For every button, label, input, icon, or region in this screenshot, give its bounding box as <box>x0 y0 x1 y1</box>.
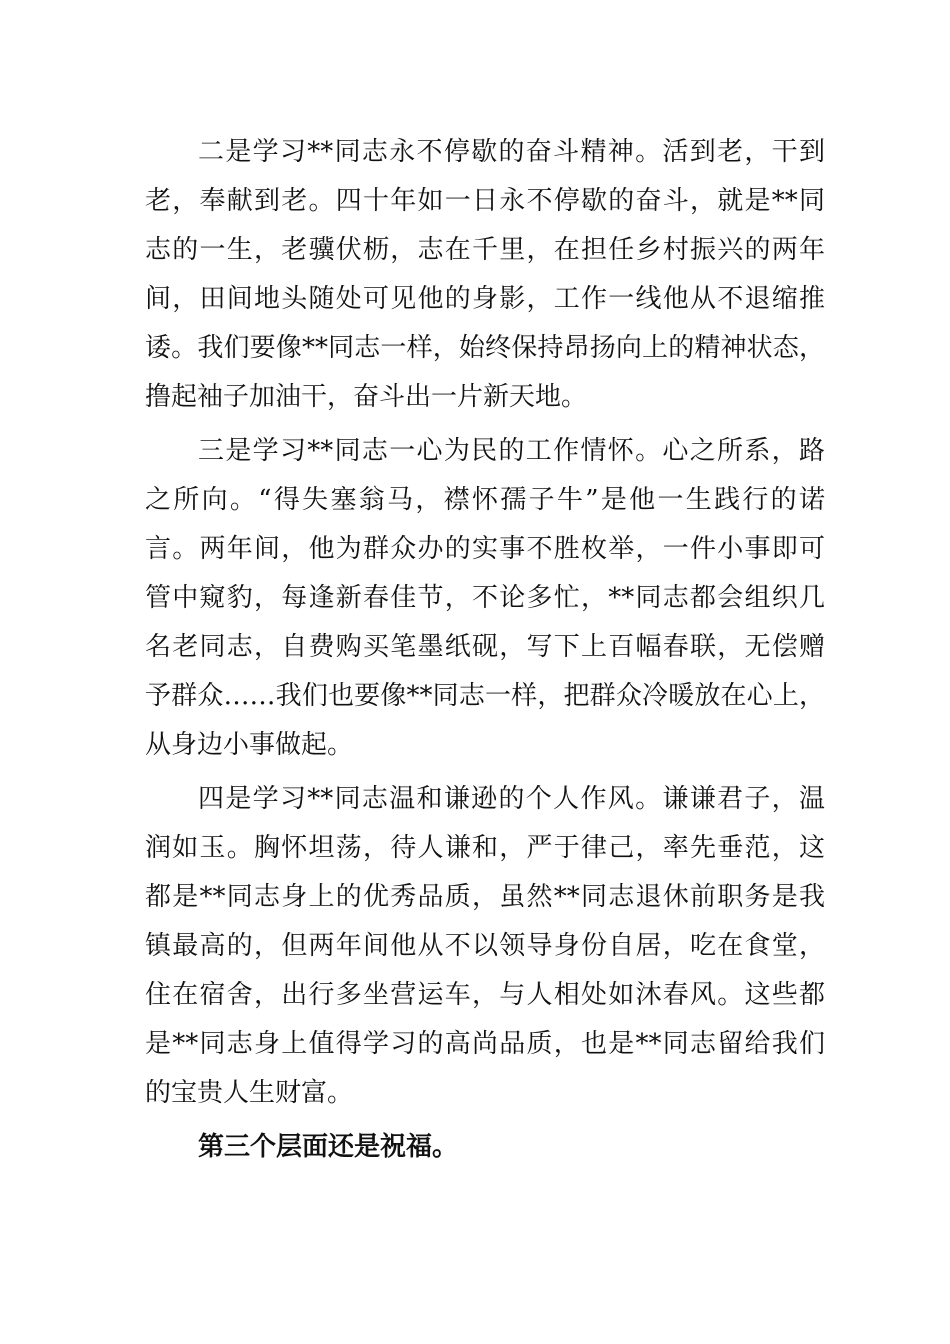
text-line: 撸起袖子加油干，奋斗出一片新天地。 <box>145 382 588 412</box>
document-body <box>145 128 825 1172</box>
text-line: 予群众……我们也要像**同志一样，把群众冷暖放在心上， <box>145 681 825 711</box>
paragraph <box>145 775 825 1118</box>
text-line: 从身边小事做起。 <box>145 730 354 760</box>
text-line: 老，奉献到老。四十年如一日永不停歇的奋斗，就是**同 <box>145 186 825 216</box>
paragraph <box>145 427 825 770</box>
text-line: 间，田间地头随处可见他的身影，工作一线他从不退缩推 <box>145 284 825 314</box>
text-line: 四是学习**同志温和谦逊的个人作风。谦谦君子，温 <box>198 784 825 814</box>
text-line: 管中窥豹，每逢新春佳节，不论多忙，**同志都会组织几 <box>145 583 825 613</box>
text-line: 三是学习**同志一心为民的工作情怀。心之所系，路 <box>198 436 825 466</box>
text-line: 诿。我们要像**同志一样，始终保持昂扬向上的精神状态， <box>145 333 825 363</box>
section-heading: 第三个层面还是祝福。 <box>198 1132 459 1162</box>
text-line: 言。两年间，他为群众办的实事不胜枚举，一件小事即可 <box>145 534 825 564</box>
text-line: 志的一生，老骥伏枥，志在千里，在担任乡村振兴的两年 <box>145 235 825 265</box>
text-line: 名老同志，自费购买笔墨纸砚，写下上百幅春联，无偿赠 <box>145 632 825 662</box>
text-line: 润如玉。胸怀坦荡，待人谦和，严于律己，率先垂范，这 <box>145 833 825 863</box>
text-line: 是**同志身上值得学习的高尚品质，也是**同志留给我们 <box>145 1029 825 1059</box>
text-line: 镇最高的，但两年间他从不以领导身份自居，吃在食堂， <box>145 931 825 961</box>
paragraph <box>145 128 825 422</box>
text-line: 的宝贵人生财富。 <box>145 1078 354 1108</box>
text-line: 之所向。“得失塞翁马，襟怀孺子牛”是他一生践行的诺 <box>145 485 825 515</box>
text-line: 二是学习**同志永不停歇的奋斗精神。活到老，干到 <box>198 137 825 167</box>
text-line: 都是**同志身上的优秀品质，虽然**同志退休前职务是我 <box>145 882 825 912</box>
text-line: 住在宿舍，出行多坐营运车，与人相处如沐春风。这些都 <box>145 980 825 1010</box>
